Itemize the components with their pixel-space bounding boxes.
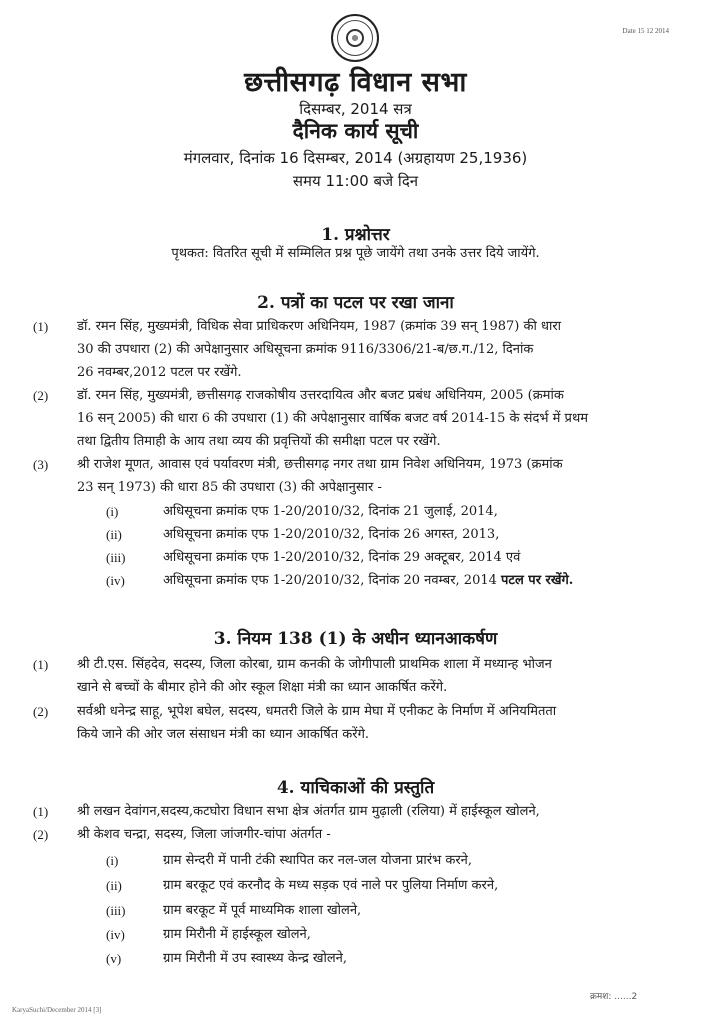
subitem <box>0 874 711 898</box>
subitem-number: (i) <box>106 504 119 519</box>
item-line: 16 सन् 2005) की धारा 6 की उपधारा (1) की अपेक्षानुसार वार्षिक बजट वर्ष 2014-15 के संदर्भ में प्रथम <box>77 411 589 426</box>
subitem-number: (ii) <box>106 527 122 542</box>
item-line: श्री टी.एस. सिंहदेव, सदस्य, जिला कोरबा, ग्राम कनकी के जोगीपाली प्राथमिक शाला में मध्यान्ह भोजन <box>77 657 552 672</box>
subitem-text: ग्राम बरकूट में पूर्व माध्यमिक शाला खोलने, <box>163 903 362 918</box>
subitem <box>0 523 711 547</box>
subitem <box>0 569 711 593</box>
item-text <box>77 653 677 699</box>
item-number: (2) <box>33 827 49 842</box>
subitem-bold-tail: पटल पर रखेंगे. <box>501 573 574 588</box>
item-line: किये जाने की ओर जल संसाधन मंत्री का ध्यान आकर्षित करेंगे. <box>77 727 370 742</box>
item-line: तथा द्वितीय तिमाही के आय तथा व्यय की प्रवृत्तियों की समीक्षा पटल पर रखेंगे. <box>77 434 441 449</box>
subitem-text: अधिसूचना क्रमांक एफ 1-20/2010/32, दिनांक 21 जुलाई, 2014, <box>163 504 498 519</box>
subitem-number: (v) <box>106 951 122 966</box>
continued-label: क्रमश: ......2 <box>590 992 638 1002</box>
subitem <box>0 546 711 570</box>
subitem <box>0 947 711 971</box>
subitem-text: ग्राम मिरौनी में उप स्वास्थ्य केन्द्र खोलने, <box>163 951 348 966</box>
subitem <box>0 500 711 524</box>
item-number: (2) <box>33 704 49 719</box>
subitem <box>0 849 711 873</box>
item-number: (1) <box>33 804 49 819</box>
item-text <box>77 823 677 846</box>
emblem-core <box>346 29 364 47</box>
item-number: (2) <box>33 388 49 403</box>
file-reference: KaryaSuchi/December 2014 [3] <box>12 1006 102 1014</box>
subitem-text <box>163 569 573 592</box>
subitem <box>0 899 711 923</box>
item-line: श्री केशव चन्द्रा, सदस्य, जिला जांजगीर-चांपा अंतर्गत - <box>77 827 331 842</box>
time-line: समय 11:00 बजे दिन <box>292 172 419 190</box>
subitem-number: (iii) <box>106 550 126 565</box>
subitem-number: (iv) <box>106 573 125 588</box>
subitem-text: ग्राम सेन्दरी में पानी टंकी स्थापित कर नल-जल योजना प्रारंभ करने, <box>163 853 473 868</box>
list-title: दैनिक कार्य सूची <box>292 118 419 143</box>
item-line: डॉ. रमन सिंह, मुख्यमंत्री, छत्तीसगढ़ राजकोषीय उत्तरदायित्व और बजट प्रबंध अधिनियम, 2005 (क्रमांक <box>77 388 564 403</box>
item-text <box>77 384 677 453</box>
section-heading-calling-attention: 3. नियम 138 (1) के अधीन ध्यानआकर्षण <box>213 629 498 649</box>
item-line: श्री लखन देवांगन,सदस्य,कटघोरा विधान सभा क्षेत्र अंतर्गत ग्राम मुढ़ाली (रलिया) में हाईस्कूल खोलने, <box>77 804 540 819</box>
subitem-number: (i) <box>106 853 119 868</box>
subitem-text: अधिसूचना क्रमांक एफ 1-20/2010/32, दिनांक 29 अक्टूबर, 2014 एवं <box>163 550 521 565</box>
subitem-text: ग्राम मिरौनी में हाईस्कूल खोलने, <box>163 927 311 942</box>
subitem-number: (ii) <box>106 878 122 893</box>
section-text-questions: पृथकत: वितरित सूची में सम्मिलित प्रश्न पूछे जायेंगे तथा उनके उत्तर दिये जायेंगे. <box>171 246 540 261</box>
section-heading-papers: 2. पत्रों का पटल पर रखा जाना <box>257 293 454 313</box>
item-line: सर्वश्री धनेन्द्र साहू, भूपेश बघेल, सदस्य, धमतरी जिले के ग्राम मेघा में एनीकट के निर्माण में अनियमितता <box>77 704 557 719</box>
subitem-main-text: अधिसूचना क्रमांक एफ 1-20/2010/32, दिनांक 20 नवम्बर, 2014 <box>163 573 502 588</box>
item-text <box>77 453 677 499</box>
item-number: (1) <box>33 319 49 334</box>
item-number: (3) <box>33 457 49 472</box>
item-text <box>77 800 677 823</box>
assembly-title: छत्तीसगढ़ विधान सभा <box>244 67 467 98</box>
date-line: मंगलवार, दिनांक 16 दिसम्बर, 2014 (अग्रहायण 25,1936) <box>183 149 528 167</box>
section-heading-petitions: 4. याचिकाओं की प्रस्तुति <box>276 778 435 798</box>
subitem-text: अधिसूचना क्रमांक एफ 1-20/2010/32, दिनांक 26 अगस्त, 2013, <box>163 527 500 542</box>
item-line: 30 की उपधारा (2) की अपेक्षानुसार अधिसूचना क्रमांक 9116/3306/21-ब/छ.ग./12, दिनांक <box>77 342 534 357</box>
emblem-ring <box>337 20 373 56</box>
item-line: खाने से बच्चों के बीमार होने की ओर स्कूल शिक्षा मंत्री का ध्यान आकर्षित करेंगे. <box>77 680 448 695</box>
item-line: डॉ. रमन सिंह, मुख्यमंत्री, विधिक सेवा प्राधिकरण अधिनियम, 1987 (क्रमांक 39 सन् 1987) की धारा <box>77 319 562 334</box>
item-text <box>77 700 677 746</box>
subitem-number: (iii) <box>106 903 126 918</box>
subitem <box>0 923 711 947</box>
subitem-text: ग्राम बरकूट एवं करनौद के मध्य सड़क एवं नाले पर पुलिया निर्माण करने, <box>163 878 499 893</box>
item-text <box>77 315 677 384</box>
subitem-number: (iv) <box>106 927 125 942</box>
item-line: 23 सन् 1973) की धारा 85 की उपधारा (3) की अपेक्षानुसार - <box>77 480 382 495</box>
session-label: दिसम्बर, 2014 सत्र <box>299 100 412 118</box>
emblem-icon <box>331 14 379 62</box>
date-stamp: Date 15 12 2014 <box>622 27 669 35</box>
item-line: श्री राजेश मूणत, आवास एवं पर्यावरण मंत्री, छत्तीसगढ़ नगर तथा ग्राम निवेश अधिनियम, 1973 (क्रमांक <box>77 457 563 472</box>
item-line: 26 नवम्बर,2012 पटल पर रखेंगे. <box>77 365 242 380</box>
item-number: (1) <box>33 657 49 672</box>
section-heading-questions: 1. प्रश्नोत्तर <box>321 225 390 245</box>
